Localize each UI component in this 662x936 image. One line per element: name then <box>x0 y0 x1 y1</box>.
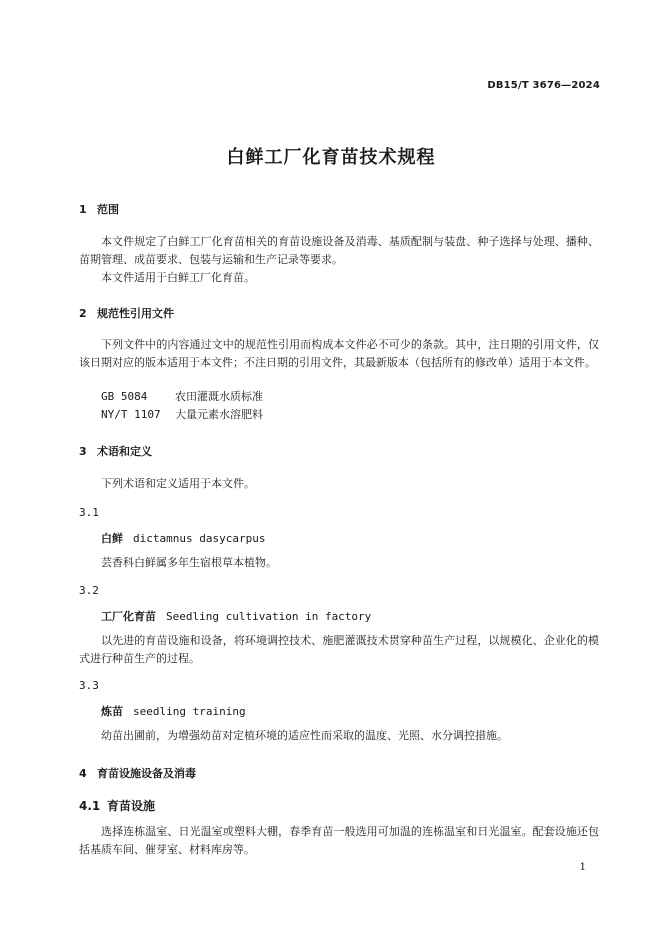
section-number: 4 <box>79 767 87 780</box>
term-title <box>101 530 265 546</box>
reference-code: GB 5084 <box>101 390 148 403</box>
term-english: dictamnus dasycarpus <box>133 532 266 545</box>
term-number: 3.1 <box>79 506 99 519</box>
term-english: seedling training <box>133 705 246 718</box>
term-number: 3.3 <box>79 679 99 692</box>
term-definition: 以先进的育苗设施和设备，将环境调控技术、施肥灌溉技术贯穿种苗生产过程，以规模化、企业化的模式进行种苗生产的过程。 <box>79 634 599 665</box>
section-3-intro: 下列术语和定义适用于本文件。 <box>101 477 255 490</box>
document-code: DB15/T 3676—2024 <box>487 80 600 91</box>
term-chinese: 工厂化育苗 <box>101 610 156 623</box>
subsection-title: 育苗设施 <box>107 799 156 813</box>
section-title: 育苗设施设备及消毒 <box>97 767 196 780</box>
subsection-4-1-paragraph: 选择连栋温室、日光温室或塑料大棚，春季育苗一般选用可加温的连栋温室和日光温室。配套设施还包括基质车间、催芽室、材料库房等。 <box>79 825 599 856</box>
section-2-paragraph: 下列文件中的内容通过文中的规范性引用而构成本文件必不可少的条款。其中，注日期的引用文件，仅该日期对应的版本适用于本文件；不注日期的引用文件，其最新版本（包括所有的修改单）适用于本文件。 <box>79 338 599 369</box>
reference-item <box>101 406 263 422</box>
section-1-paragraph-1: 本文件规定了白鲜工厂化育苗相关的育苗设施设备及消毒、基质配制与装盘、种子选择与处理、播种、苗期管理、成苗要求、包装与运输和生产记录等要求。 <box>79 235 599 266</box>
section-2-heading <box>79 305 174 321</box>
term-chinese: 白鲜 <box>101 532 123 545</box>
section-title: 规范性引用文件 <box>97 307 174 320</box>
section-1-heading <box>79 201 119 217</box>
term-definition: 幼苗出圃前，为增强幼苗对定植环境的适应性而采取的温度、光照、水分调控措施。 <box>101 729 508 742</box>
term-english: Seedling cultivation in factory <box>166 610 372 623</box>
reference-code: NY/T 1107 <box>101 408 161 421</box>
reference-name: 农田灌溉水质标准 <box>175 390 263 403</box>
section-1-paragraph-2: 本文件适用于白鲜工厂化育苗。 <box>101 271 255 284</box>
page-number: 1 <box>579 862 586 873</box>
document-title: 白鲜工厂化育苗技术规程 <box>226 147 436 168</box>
term-definition: 芸香科白鲜属多年生宿根草本植物。 <box>101 556 277 569</box>
section-3-heading <box>79 443 152 459</box>
section-title: 术语和定义 <box>97 445 152 458</box>
reference-name: 大量元素水溶肥料 <box>175 408 263 421</box>
term-title <box>101 608 371 624</box>
reference-item <box>101 388 263 404</box>
section-number: 2 <box>79 307 87 320</box>
term-title <box>101 703 246 719</box>
subsection-4-1-heading <box>79 797 155 814</box>
term-chinese: 炼苗 <box>101 705 123 718</box>
section-title: 范围 <box>97 203 119 216</box>
subsection-number: 4.1 <box>79 799 101 813</box>
section-number: 3 <box>79 445 87 458</box>
section-number: 1 <box>79 203 87 216</box>
section-4-heading <box>79 765 196 781</box>
term-number: 3.2 <box>79 584 99 597</box>
